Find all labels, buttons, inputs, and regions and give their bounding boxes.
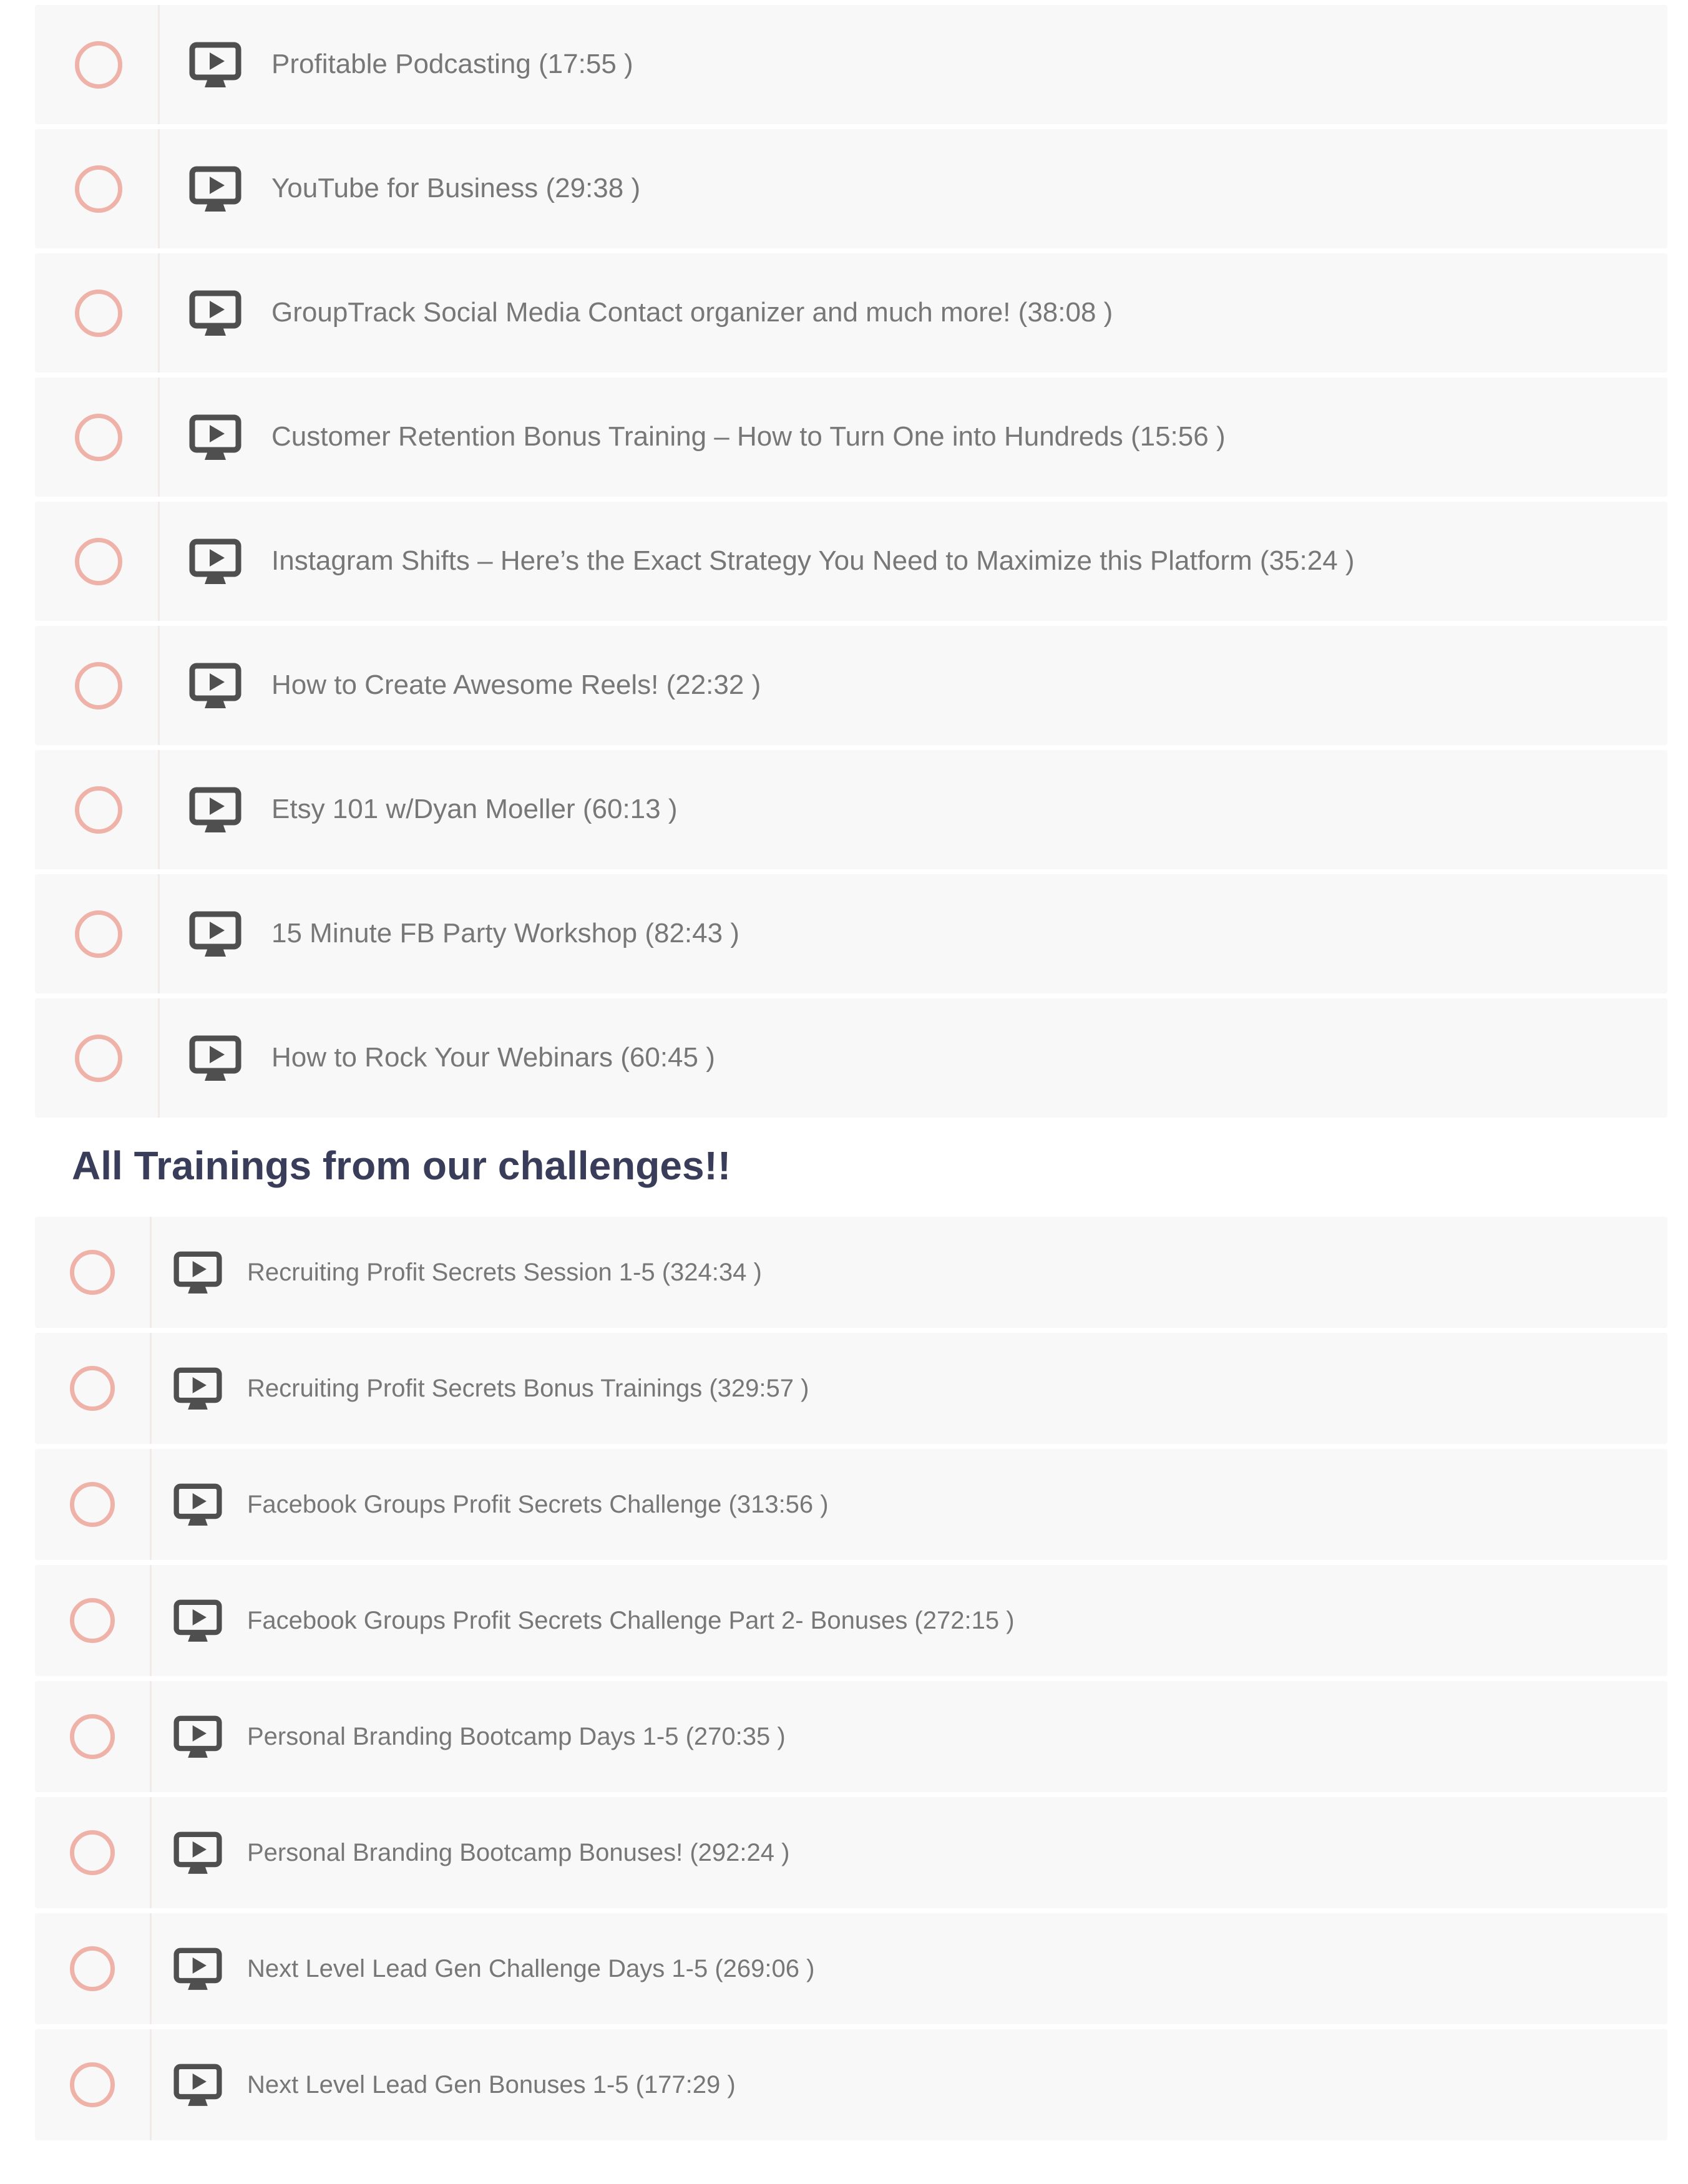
monitor-play-icon — [173, 1251, 222, 1294]
row-divider — [158, 378, 160, 497]
lecture-row[interactable] — [35, 129, 1667, 248]
monitor-play-icon — [189, 414, 241, 461]
completion-radio-icon[interactable] — [75, 1035, 122, 1082]
lecture-row[interactable] — [35, 1449, 1667, 1560]
monitor-play-icon — [189, 290, 241, 336]
row-divider — [158, 626, 160, 745]
monitor-play-icon — [173, 1483, 222, 1526]
completion-radio-icon[interactable] — [70, 1598, 115, 1643]
monitor-play-icon — [189, 787, 241, 833]
lecture-title[interactable]: Customer Retention Bonus Training – How to Turn One into Hundreds (15:56 ) — [271, 421, 1226, 452]
lecture-section-challenges — [35, 1217, 1667, 2145]
monitor-play-icon — [173, 1948, 222, 1991]
lecture-title[interactable]: Profitable Podcasting (17:55 ) — [271, 49, 633, 80]
monitor-play-icon — [173, 2064, 222, 2107]
row-divider — [158, 502, 160, 621]
lecture-title[interactable]: Facebook Groups Profit Secrets Challenge Part 2- Bonuses (272:15 ) — [247, 1607, 1015, 1634]
row-divider — [150, 2029, 152, 2140]
row-divider — [158, 129, 160, 248]
lecture-row[interactable] — [35, 1565, 1667, 1676]
lecture-section — [35, 5, 1667, 1123]
lecture-title[interactable]: Instagram Shifts – Here’s the Exact Strategy You Need to Maximize this Platform (35:24 ) — [271, 545, 1355, 577]
row-divider — [150, 1913, 152, 2024]
row-divider — [158, 750, 160, 869]
completion-radio-icon[interactable] — [75, 538, 122, 585]
monitor-play-icon — [189, 42, 241, 88]
monitor-play-icon — [189, 166, 241, 212]
lecture-title[interactable]: Recruiting Profit Secrets Bonus Trainings (329:57 ) — [247, 1375, 809, 1402]
monitor-play-icon — [189, 911, 241, 957]
lecture-title[interactable]: GroupTrack Social Media Contact organizer and much more! (38:08 ) — [271, 297, 1113, 328]
lecture-row[interactable] — [35, 1217, 1667, 1328]
completion-radio-icon[interactable] — [75, 414, 122, 461]
lecture-title[interactable]: 15 Minute FB Party Workshop (82:43 ) — [271, 918, 739, 949]
lecture-row[interactable] — [35, 874, 1667, 993]
lecture-title[interactable]: How to Create Awesome Reels! (22:32 ) — [271, 670, 761, 701]
completion-radio-icon[interactable] — [70, 1482, 115, 1527]
section-heading: All Trainings from our challenges!! — [72, 1143, 731, 1188]
monitor-play-icon — [173, 1715, 222, 1758]
completion-radio-icon[interactable] — [75, 290, 122, 337]
lecture-title[interactable]: Personal Branding Bootcamp Bonuses! (292:24 ) — [247, 1839, 790, 1866]
lecture-title[interactable]: Facebook Groups Profit Secrets Challenge (313:56 ) — [247, 1491, 829, 1518]
lecture-title[interactable]: Next Level Lead Gen Challenge Days 1-5 (269:06 ) — [247, 1955, 815, 1982]
completion-radio-icon[interactable] — [75, 165, 122, 213]
row-divider — [158, 253, 160, 373]
completion-radio-icon[interactable] — [75, 41, 122, 89]
lecture-row[interactable] — [35, 998, 1667, 1118]
lecture-row[interactable] — [35, 2029, 1667, 2140]
lecture-row[interactable] — [35, 1797, 1667, 1908]
lecture-title[interactable]: Personal Branding Bootcamp Days 1-5 (270:35 ) — [247, 1723, 786, 1750]
row-divider — [150, 1565, 152, 1676]
completion-radio-icon[interactable] — [70, 1946, 115, 1991]
lecture-row[interactable] — [35, 1333, 1667, 1444]
lecture-row[interactable] — [35, 750, 1667, 869]
completion-radio-icon[interactable] — [70, 1714, 115, 1759]
row-divider — [158, 998, 160, 1118]
monitor-play-icon — [189, 663, 241, 709]
row-divider — [158, 5, 160, 124]
lecture-title[interactable]: YouTube for Business (29:38 ) — [271, 173, 641, 204]
monitor-play-icon — [173, 1367, 222, 1410]
lecture-row[interactable] — [35, 5, 1667, 124]
monitor-play-icon — [173, 1831, 222, 1874]
completion-radio-icon[interactable] — [75, 662, 122, 709]
row-divider — [150, 1681, 152, 1792]
completion-radio-icon[interactable] — [75, 786, 122, 834]
row-divider — [150, 1217, 152, 1328]
lecture-title[interactable]: Etsy 101 w/Dyan Moeller (60:13 ) — [271, 794, 678, 825]
monitor-play-icon — [173, 1599, 222, 1642]
completion-radio-icon[interactable] — [70, 1250, 115, 1295]
completion-radio-icon[interactable] — [70, 1366, 115, 1411]
row-divider — [158, 874, 160, 993]
row-divider — [150, 1333, 152, 1444]
row-divider — [150, 1449, 152, 1560]
lecture-title[interactable]: Recruiting Profit Secrets Session 1-5 (324:34 ) — [247, 1259, 762, 1286]
lecture-row[interactable] — [35, 626, 1667, 745]
completion-radio-icon[interactable] — [75, 910, 122, 958]
completion-radio-icon[interactable] — [70, 1830, 115, 1875]
monitor-play-icon — [189, 1035, 241, 1081]
row-divider — [150, 1797, 152, 1908]
lecture-title[interactable]: How to Rock Your Webinars (60:45 ) — [271, 1042, 715, 1073]
completion-radio-icon[interactable] — [70, 2062, 115, 2107]
lecture-title[interactable]: Next Level Lead Gen Bonuses 1-5 (177:29 ) — [247, 2071, 736, 2099]
lecture-row[interactable] — [35, 502, 1667, 621]
lecture-row[interactable] — [35, 378, 1667, 497]
lecture-row[interactable] — [35, 253, 1667, 373]
monitor-play-icon — [189, 539, 241, 585]
lecture-row[interactable] — [35, 1913, 1667, 2024]
lecture-row[interactable] — [35, 1681, 1667, 1792]
